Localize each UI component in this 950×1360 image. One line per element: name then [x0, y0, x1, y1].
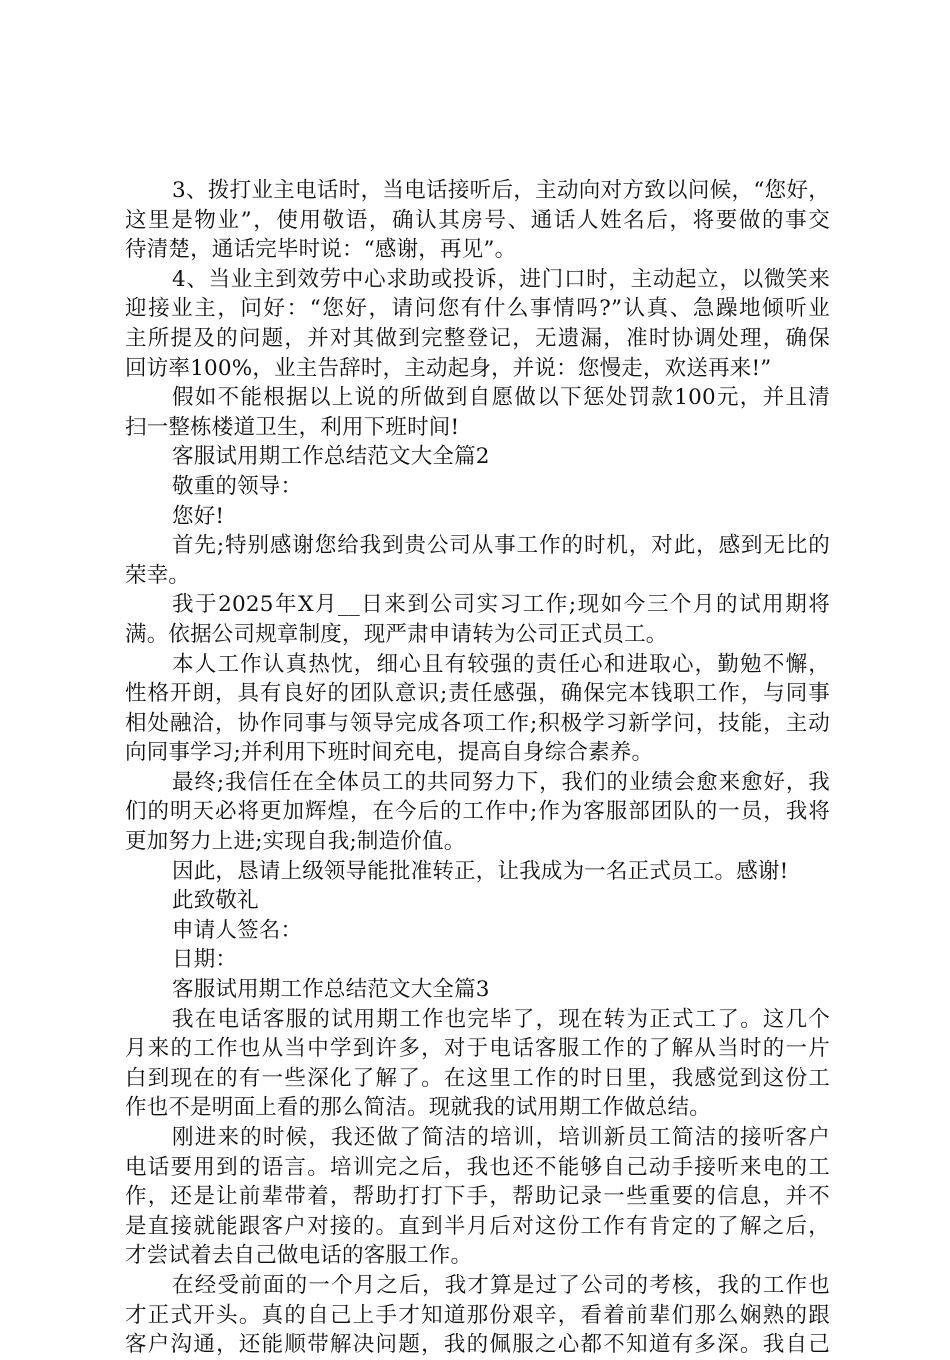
text-line: 们的明天必将更加辉煌，在今后的工作中;作为客服部团队的一员，我将	[125, 799, 830, 825]
text-line: 满。依据公司规章制度，现严肃申请转为公司正式员工。	[125, 621, 668, 647]
text-line: 因此，恳请上级领导能批准转正，让我成为一名正式员工。感谢!	[172, 858, 789, 884]
text-line: 客服试用期工作总结范文大全篇3	[172, 977, 490, 1003]
text-line: 假如不能根据以上说的所做到自愿做以下惩处罚款100元，并且清	[172, 385, 830, 411]
text-line: 才尝试着去自己做电话的客服工作。	[125, 1243, 473, 1269]
text-line: 月来的工作也从当中学到许多，对于电话客服工作的了解从当时的一片	[125, 1036, 830, 1062]
text-line: 在经受前面的一个月之后，我才算是过了公司的考核，我的工作也	[172, 1272, 830, 1298]
text-line: 回访率100%，业主告辞时，主动起身，并说：您慢走，欢送再来!”	[125, 355, 772, 381]
text-line: 性格开朗，具有良好的团队意识;责任感强，确保完本钱职工作，与同事	[125, 681, 830, 707]
text-line: 日期：	[172, 947, 238, 973]
text-line: 作，还是让前辈带着，帮助打打下手，帮助记录一些重要的信息，并不	[125, 1184, 830, 1210]
text-line: 最终;我信任在全体员工的共同努力下，我们的业绩会愈来愈好，我	[172, 769, 830, 795]
text-line: 荣幸。	[125, 562, 191, 588]
text-line: 待清楚，通话完毕时说：“感谢，再见”。	[125, 237, 517, 263]
text-line: 作也不是明面上看的那么简洁。现就我的试用期工作做总结。	[125, 1095, 711, 1121]
text-line: 是直接就能跟客户对接的。直到半月后对这份工作有肯定的了解之后，	[125, 1213, 830, 1239]
text-line: 客户沟通，还能顺带解决问题，我的佩服之心都不知道有多深。我自己	[125, 1332, 830, 1358]
text-line: 才正式开头。真的自己上手才知道那份艰辛，看着前辈们那么娴熟的跟	[125, 1302, 830, 1328]
text-line: 向同事学习;并利用下班时间充电，提高自身综合素养。	[125, 740, 654, 766]
text-line: 迎接业主，问好：“您好，请问您有什么事情吗?”认真、急躁地倾听业	[125, 296, 830, 322]
text-line: 更加努力上进;实现自我;制造价值。	[125, 829, 466, 855]
text-line: 3、拨打业主电话时，当电话接听后，主动向对方致以问候，“您好，	[172, 178, 830, 203]
text-line: 白到现在的有一些深化了解了。在这里工作的时日里，我感觉到这份工	[125, 1065, 830, 1091]
text-line: 我于2025年X月__日来到公司实习工作;现如今三个月的试用期将	[172, 592, 830, 618]
text-line: 电话要用到的语言。培训完之后，我也还不能够自己动手接听来电的工	[125, 1154, 830, 1180]
text-line: 主所提及的问题，并对其做到完整登记，无遗漏，准时协调处理，确保	[125, 325, 830, 351]
text-line: 4、当业主到效劳中心求助或投诉，进门口时，主动起立，以微笑来	[172, 266, 830, 292]
text-line: 申请人签名：	[172, 917, 303, 943]
text-line: 相处融洽，协作同事与领导完成各项工作;积极学习新学问，技能，主动	[125, 710, 830, 736]
text-line: 这里是物业”，使用敬语，确认其房号、通话人姓名后，将要做的事交	[125, 207, 830, 233]
text-line: 扫一整栋楼道卫生，利用下班时间!	[125, 414, 460, 440]
document-page	[125, 176, 830, 1360]
text-line: 我在电话客服的试用期工作也完毕了，现在转为正式工了。这几个	[172, 1006, 830, 1032]
text-line: 敬重的领导：	[172, 473, 303, 499]
text-line: 此致敬礼	[172, 888, 259, 914]
text-line: 本人工作认真热忱，细心且有较强的责任心和进取心，勤勉不懈，	[172, 651, 830, 677]
text-line: 客服试用期工作总结范文大全篇2	[172, 444, 490, 470]
text-line: 刚进来的时候，我还做了简洁的培训，培训新员工简洁的接听客户	[172, 1125, 830, 1150]
text-line: 您好!	[172, 503, 225, 529]
text-line: 首先;特别感谢您给我到贵公司从事工作的时机，对此，感到无比的	[172, 533, 830, 559]
